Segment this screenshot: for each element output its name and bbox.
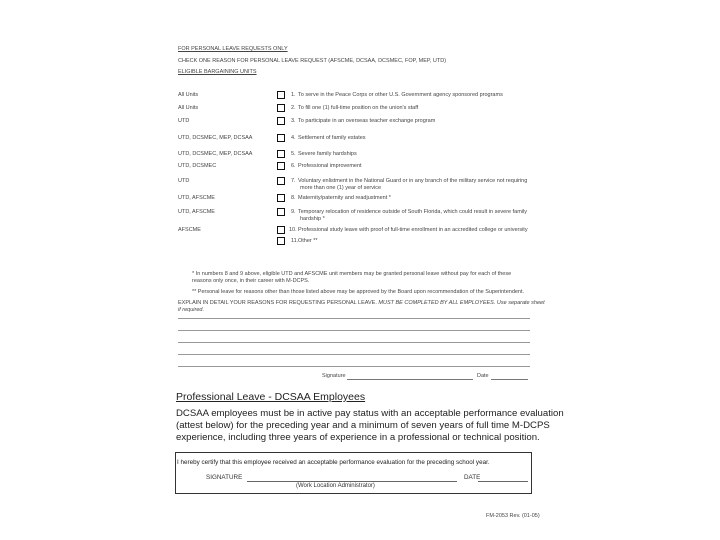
reason-text-cont: hardship * [300, 216, 325, 222]
explain-line[interactable] [178, 366, 530, 367]
professional-line-3: experience, including three years of experience in a professional or technical position. [176, 432, 540, 443]
admin-signature-field[interactable] [247, 481, 457, 482]
explain-line[interactable] [178, 330, 530, 331]
explain-line[interactable] [178, 354, 530, 355]
admin-date-field[interactable] [478, 481, 528, 482]
reason-units: UTD, DCSMEC [178, 163, 217, 169]
admin-signature-label: SIGNATURE [206, 474, 243, 481]
professional-heading: Professional Leave - DCSAA Employees [176, 391, 366, 403]
explain-line[interactable] [178, 318, 530, 319]
reason-checkbox[interactable] [277, 134, 285, 142]
date-field[interactable] [491, 379, 528, 380]
explain-note-2: if required. [178, 307, 204, 313]
reason-checkbox[interactable] [277, 162, 285, 170]
date-label: Date [477, 373, 489, 379]
certification-box [175, 452, 532, 494]
admin-caption: (Work Location Administrator) [296, 483, 375, 489]
explain-instruction [178, 300, 545, 306]
reason-text: Temporary relocation of residence outside of South Florida, which could result in severe family [298, 209, 527, 215]
professional-line-2: (attest below) for the preceding year and a minimum of seven years of full time M-DCPS [176, 420, 550, 431]
reason-text: Professional study leave with proof of full-time enrollment in an accredited college or university [298, 227, 528, 233]
explain-emphasis: MUST BE COMPLETED BY ALL EMPLOYEES. [378, 300, 496, 306]
professional-line-1: DCSAA employees must be in active pay status with an acceptable performance evaluation [176, 408, 564, 419]
explain-note: Use separate sheet [496, 300, 545, 306]
reason-units: UTD [178, 178, 190, 184]
reason-number: 1. [291, 92, 296, 98]
reason-number: 3. [291, 118, 296, 124]
reason-checkbox[interactable] [277, 208, 285, 216]
footnote-1: * In numbers 8 and 9 above, eligible UTD and AFSCME unit members may be granted personal leave without pay for each of these [192, 271, 512, 277]
signature-label: Signature [322, 373, 346, 379]
reason-checkbox[interactable] [277, 226, 285, 234]
reason-text: Severe family hardships [298, 151, 357, 157]
reason-text-cont: more than one (1) year of service [300, 185, 382, 191]
reason-number: 10. [289, 227, 297, 233]
reason-checkbox[interactable] [277, 104, 285, 112]
reason-text: To serve in the Peace Corps or other U.S. Government agency sponsored programs [298, 92, 503, 98]
reason-checkbox[interactable] [277, 237, 285, 245]
certify-text: I hereby certify that this employee received an acceptable performance evaluation for the preceding school year. [177, 459, 490, 466]
reason-number: 2. [291, 105, 296, 111]
reason-units: UTD [178, 118, 190, 124]
footnote-2: ** Personal leave for reasons other than those listed above may be approved by the Board upon recommendation of the Superintendent. [192, 289, 525, 295]
reason-number: 8. [291, 195, 296, 201]
instruction: CHECK ONE REASON FOR PERSONAL LEAVE REQUEST (AFSCME, DCSAA, DCSMEC, FOP, MEP, UTD) [178, 58, 447, 64]
admin-date-label: DATE [464, 474, 481, 481]
reason-units: UTD, DCSMEC, MEP, DCSAA [178, 151, 253, 157]
reason-checkbox[interactable] [277, 91, 285, 99]
reason-number: 4. [291, 135, 296, 141]
reason-text: To participate in an overseas teacher exchange program [298, 118, 436, 124]
reason-units: UTD, DCSMEC, MEP, DCSAA [178, 135, 253, 141]
signature-field[interactable] [347, 379, 473, 380]
reason-number: 9. [291, 209, 296, 215]
reason-text: Voluntary enlistment in the National Guard or in any branch of the military service not requiring [298, 178, 528, 184]
form-number: FM-2053 Rev. (01-05) [486, 513, 540, 519]
reason-checkbox[interactable] [277, 150, 285, 158]
reason-number: 7. [291, 178, 296, 184]
explain-text: EXPLAIN IN DETAIL YOUR REASONS FOR REQUESTING PERSONAL LEAVE. [178, 300, 377, 306]
reason-number: 11. [291, 238, 299, 244]
reason-units: All Units [178, 92, 199, 98]
form-title: FOR PERSONAL LEAVE REQUESTS ONLY [178, 46, 288, 52]
reason-number: 6. [291, 163, 296, 169]
footnote-1b: reasons only once, in their career with M-DCPS. [192, 278, 310, 284]
reason-text: Maternity/paternity and readjustment * [298, 195, 391, 201]
reason-text: Other ** [298, 238, 318, 244]
reason-number: 5. [291, 151, 296, 157]
reason-text: To fill one (1) full-time position on the union's staff [298, 105, 419, 111]
reason-text: Professional improvement [298, 163, 362, 169]
reason-checkbox[interactable] [277, 194, 285, 202]
explain-line[interactable] [178, 342, 530, 343]
reason-text: Settlement of family estates [298, 135, 366, 141]
reason-units: AFSCME [178, 227, 201, 233]
reason-units: All Units [178, 105, 199, 111]
reason-checkbox[interactable] [277, 177, 285, 185]
reason-checkbox[interactable] [277, 117, 285, 125]
reason-units: UTD, AFSCME [178, 195, 215, 201]
units-heading: ELIGIBLE BARGAINING UNITS [178, 69, 257, 75]
reason-units: UTD, AFSCME [178, 209, 215, 215]
